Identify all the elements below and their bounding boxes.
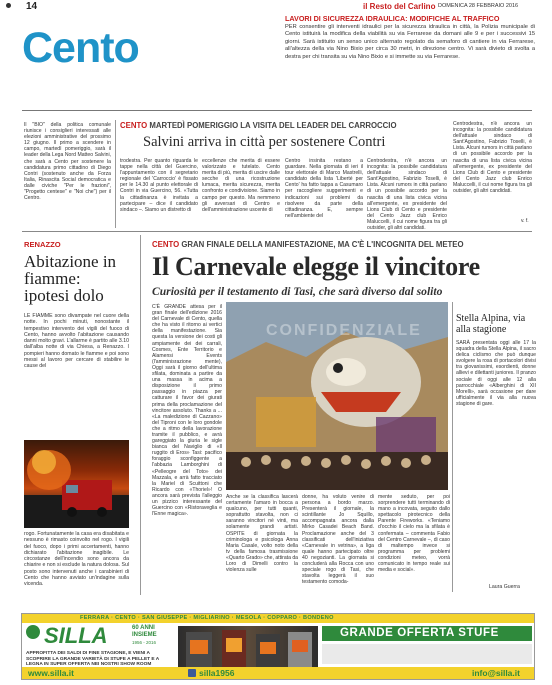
ad-promo: APPROFITTA DEI SALDI DI FINE STAGIONE, E VIENI A SCOPRIRE LA GRANDE VARIETÀ DI STUFE A PELLET E A LEGNA IN SUPER OFFERTA NEI NOSTRI SHOW ROOM [26, 651, 160, 668]
ad-since: 1956 - 2016 [132, 640, 157, 645]
renazzo-text-top: LE FIAMME sono divampate nel cuore della notte. In pochi minuti, nonostante il tempestivo intervento dei vigili del fuoco di Cento, hanno avvolto l'abitazione causando danni molto gravi. L'allarme è partito alle 3.10 dall'alba notte di via Chiesa, a Renazzo. I pompieri hanno domato le fiamme e poi sono messi al lavoro per cercare di stabilire le cause del [24, 313, 129, 369]
renazzo-text-bottom: rogo. Fortunatamente la casa era disabitata e nessuno è rimasto coinvolto nel rogo. I vigili del fuoco, dopo i primi accertamenti, hanno dichiarato l'abitazione inagibile. Le circostanze dell'incendio sono ancora da chiarire e non si esclude la natura dolosa. Sul posto sono intervenuti anche i carabinieri di Cento che hanno avviato un'indagine sulla vicenda. [24, 531, 129, 587]
divider [115, 120, 116, 228]
page-header [0, 0, 552, 13]
salvini-kicker-place: CENTO [120, 121, 148, 130]
traffic-notice-title: LAVORI DI SICUREZZA IDRAULICA: MODIFICHE AL TRAFFICO [285, 14, 500, 23]
salvini-kicker [120, 121, 397, 130]
divider [140, 235, 141, 595]
ad-email: info@silla.it [472, 668, 520, 678]
ad-website: www.silla.it [28, 668, 74, 678]
carnevale-col-4: mente seduto, per poi sorprendere tutti terminando di mano a incovata, seguito dallo spettacolo pirotecnico della Parente Fireworks. «Teniamo d'occhio il cielo ma la sfilata è confermata – commenta Fabio del Centro Carnevale –, di caso di maltempo invece si programma per problemi condizioni meteo, vorrà comunicato in tempo reale sui media e social». [378, 494, 450, 574]
ad-towns-bar [22, 614, 534, 623]
salvini-col-2: eccellenze che merita di essere valorizzato e tutelato. Cento merita di più, merita di uscire dalle secche di una ricostruzione lumaca, merita sicurezza, merita confronto e condivisione. Siamo in campo per questo. Ma nemmeno gli avversari di Centro e dell'amministrazione uscente di [202, 158, 280, 213]
salvini-col-4: Centrodestra, n'è ancora un incognita: la possibile candidatura dell'attuale sindaco di Sant'Agostino, Fabrizio Toselli, è Lista. Alcuni rumors in città parlano di un possibile accordo per la nascita di una lista civica vicina all'emergente, ex presidente del Lions Club di Cento e presidente del Cento Jazz club Enrico Maluccelli, il cui nome figura tra gli outsider, gli altri candidati. [367, 158, 447, 232]
carnevale-col-3: donne, ha voluto venire di persona a bordo marzo. Presenterà il giornale, la scintillante Jo Squillo, accompagnata ancora dalla Mirko Casadei Beach Band. Proclamazione anche del 3 classificati dell'iniziativa «Carnevale in vetrina», a liga quale hanno partecipato oltre 40 negozianti. La giornata si concluderà alla Rocca con uno speciale rogo di Tasi, che stavolta leggerà il suo testamento comoda- [302, 494, 374, 586]
watermark: CONFIDENZIALE [266, 322, 422, 339]
issue-date: DOMENICA 28 FEBBRAIO 2016 [438, 3, 519, 9]
carnevale-col-1: C'È GRANDE attesa per il gran finale dell'edizione 2016 del Carnevale di Cento, quella che ha visto il ritorno ai vertici della manifestazione. Sia questa la versione dei costi gli ampiamente dei dei carrali, Cosmes, Ente Territorio e Alamensi Events (l'amminisrazione mente), Oggi sarà il giorno dell'ultima sfilata, dominata a partire da una massa in acima a disposizione il primo passaggio in piazza per catturare il favor dei giurati prima della proclamazione del vincitore assoluto. Thanks a ... «La maledizione di Cazzano» del Tiproni con le loro gondole che a ritmo della lavorazione tramite il pubblico, e avrà gareggiato la giuria le sigle bianca del Naviglio di «Il ruggito di Eros» Tasi: pacifico foraggio sconfiggente a l'abbazia Lamborghini di «Pelleogre del Toto» dei Mazzala, e arrà fatto tracciato la Mariel di Scuittoni che Ricardo con «Thoriel»! O ancora sarà prevista l'alleggio un pizzico interessante del Guercino con «Ristoraveglia e l'Enne magica». [152, 304, 222, 518]
silla-logo-icon [26, 625, 40, 639]
ad-social: silla1956 [199, 668, 235, 678]
salvini-signature: v. f. [521, 218, 529, 224]
silla-advertisement [21, 613, 535, 680]
salvini-col-3: Centro insinita restano a guardare. Nella giornata di ieri il tour elettorale di Marco Mastrelli, candidato della lista 'Liberté per Cento' ha fatto tappa a Casumaro per raccogliere suggerimenti e indicazioni sui problemi da risolvere da parte della cittadinanza. E, sempre nell'ambiente del [285, 158, 363, 219]
ad-footer-bar [22, 667, 534, 679]
carnival-float-photo [226, 302, 448, 490]
masthead-logo: il Resto del Carlino [363, 2, 436, 11]
ad-years: 60 ANNI INSIEME [132, 625, 157, 638]
traffic-notice-text: PER consentire gli interventi idraulici per la sicurezza idraulica in città, la Polizia municipale di Cento istituirà la modifica della viabilità su via Ferrarese da domani alle 9 e per i successivi 15 giorni. Sarà istituito un senso unico alternato regolato da semaforo di cantiere in via Ferrarese, all'altezza della via Nino Bixio per circa 30 metri, in direzione centro. Vi sarà divieto di svolta a destra per chi transita su via Nino Bixio e si immette su via Ferrarese. [285, 24, 535, 60]
offer-banner [322, 626, 532, 641]
carnevale-col-2: Anche se la classifica lascerà certamente l'amaro in bocca a qualcuno, per tutti quanti, soprattutto stavolta, non ci saranno vincitori né vinti, ma solamente grandi artisti. OSPITE di giornata la criminologa e psicologa Anna Maria Casale, volto noto della tv della famosa trasmissione «Quarto Grado» che, attirata da Loro di Dimelli contro la violenza sulle [226, 494, 298, 574]
offer-title: GRANDE OFFERTA STUFE [340, 627, 499, 639]
ad-towns: FERRARA · CENTO · SAN GIUSEPPE · MIGLIARINO · MESOLA · COPPARO · BONDENO [80, 615, 334, 621]
facebook-icon [188, 669, 196, 677]
salvini-kicker-text: MARTEDÌ POMERIGGIO LA VISITA DEL LEADER DEL CARROCCIO [149, 121, 397, 130]
divider [22, 110, 532, 111]
carnevale-kicker-text: GRAN FINALE DELLA MANIFESTAZIONE, MA C'È L'INCOGNITA DEL METEO [181, 240, 464, 249]
offer-details-box [322, 644, 532, 664]
carnevale-headline: Il Carnevale elegge il vincitore [152, 252, 480, 281]
renazzo-headline: Abitazione in fiamme: ipotesi dolo [24, 252, 117, 305]
section-title: Cento [22, 24, 139, 72]
carnevale-signature: Laura Guerra [489, 584, 520, 590]
carnevale-subheadline: Curiosità per il testamento di Tasi, che sarà diverso dal solito [152, 285, 443, 298]
page-number: 14 [26, 1, 38, 12]
renazzo-kicker: RENAZZO [24, 240, 61, 249]
fire-truck-image [24, 440, 129, 528]
salvini-side-column: Centrodestra, n'è ancora un incognita: la possibile candidatura dell'attuale sindaco di Sant'Agostino, Fabrizio Toselli, è Lista. Alcuni rumors in città parlano di un possibile accordo per la nascita di una lista civica vicina all'emergente, ex presidente del Lions Club di Cento e presidente del Cento Jazz club Enrico Maluccelli, il cui nome figura tra gli outsider, gli altri candidati. [453, 121, 532, 195]
silla-logo: SILLA [44, 623, 108, 648]
salvini-col-1: trodestra. Per quanto riguarda le tappe nella città del Guercino, l'appuntamento con il segretario regionale del 'Carroccio' è fissato per le 14.30 al punto elettorale di Contri in via Guercino, 56. «Tutta la cittadinanza è invitata a partecipare – dice il candidato sindaco –. Siamo un distretto di [120, 158, 198, 213]
bullet-icon [6, 3, 11, 8]
salvini-headline: Salvini arriva in città per sostenere Contri [143, 134, 386, 150]
divider [22, 231, 532, 232]
carnevale-kicker [152, 240, 464, 249]
divider [452, 302, 453, 592]
bio-column: Il "BIO" della politica comunale riunisce i consiglieri interessati alle elezioni amministrative del prossimo 12 giugno. Il primo a scendere in campo, martedì pomeriggio, sarà il leader della Lega Nord Matteo Salvini, che sarà a Cento per sostenere la candidatura primo cittadino di Diego Contri (sostenuto anche da Forza Italia, Rinascita Social democratica e dalle civiche "Per le frazioni", "Progetto centese" e "Noi che") per il Centro. [24, 122, 111, 202]
fire-photo [24, 440, 129, 528]
carnevale-kicker-place: CENTO [152, 240, 180, 249]
alpina-text: SARÀ presentata oggi alle 17 la squadra della Stella Alpina, il sacro delica ciclismo che può dunque svolgere la rosa di portacolori divisi tra giovanissimi, esordienti, donne allievi e dilettanti juniores. Il pranzo sociale di oggi alle 12 alla parrocchiale «Alberghini di XII Morelli», sarà occasione per dare ufficialmente il via alla nuova stagione di gare. [456, 340, 536, 407]
alpina-headline: Stella Alpina, via alla stagione [456, 313, 526, 335]
